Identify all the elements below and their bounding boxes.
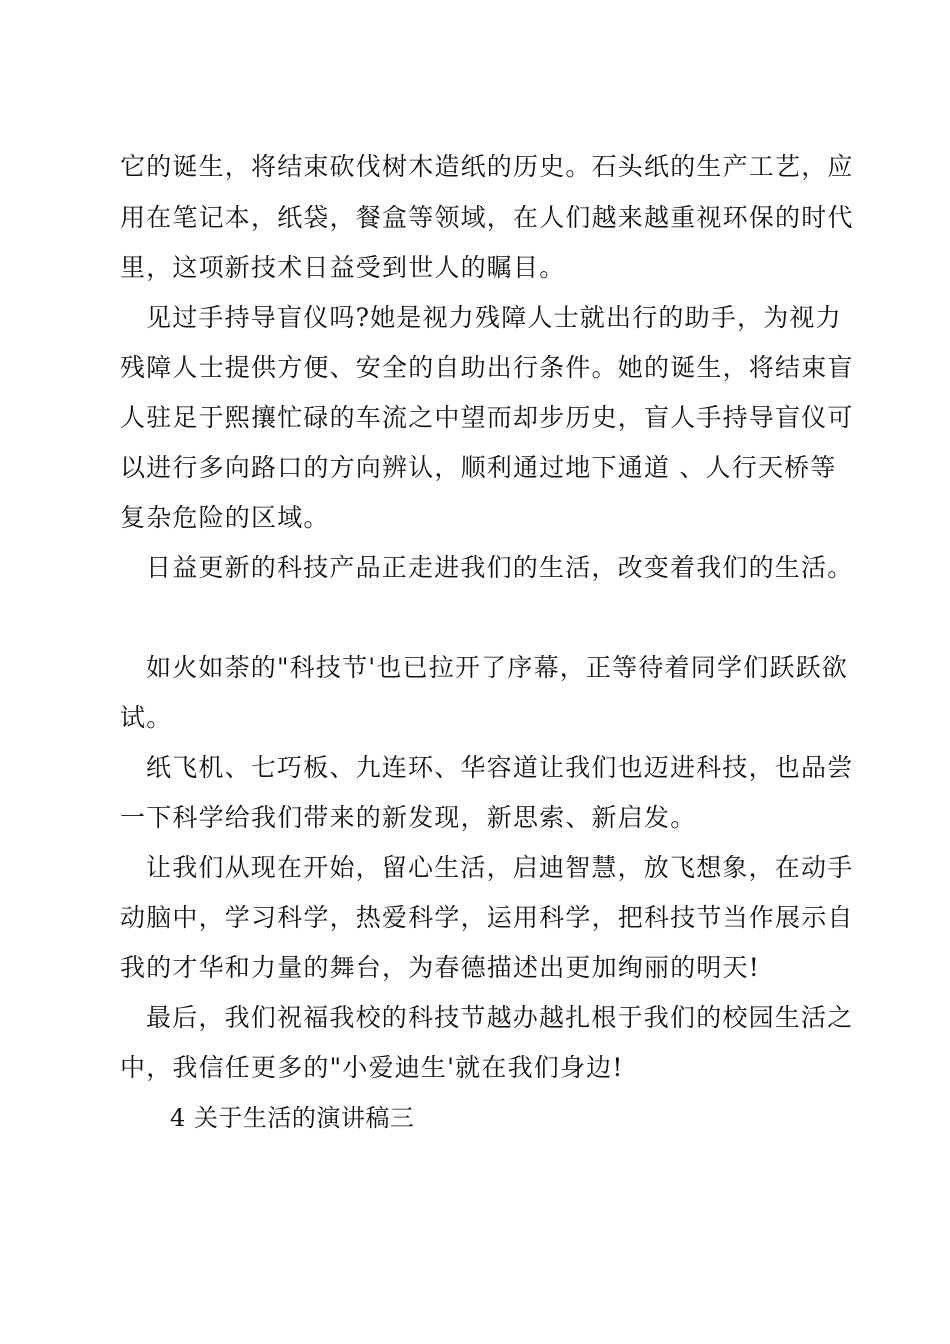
text-line-8: 复杂危险的区域。 [120, 503, 330, 532]
text-line-3: 里，这项新技术日益受到世人的瞩目。 [120, 253, 566, 282]
text-line-4: 见过手持导盲仪吗?她是视力残障人士就出行的助手，为视力 [146, 303, 842, 332]
text-line-17: 最后，我们祝福我校的科技节越办越扎根于我们的校园生活之 [146, 1003, 854, 1032]
text-line-11: 试。 [120, 703, 173, 732]
text-line-5: 残障人士提供方便、安全的自助出行条件。她的诞生，将结束盲 [120, 353, 854, 382]
text-line-14: 让我们从现在开始，留心生活，启迪智慧，放飞想象，在动手 [146, 853, 854, 882]
text-line-13: 一下科学给我们带来的新发现，新思索、新启发。 [120, 803, 697, 832]
text-line-9: 日益更新的科技产品正走进我们的生活，改变着我们的生活。 [146, 553, 854, 582]
section-heading: 4 关于生活的演讲稿三 [170, 1104, 415, 1132]
text-line-12: 纸飞机、七巧板、九连环、华容道让我们也迈进科技，也品尝 [146, 753, 854, 782]
text-line-15: 动脑中，学习科学，热爱科学，运用科学，把科技节当作展示自 [120, 903, 854, 932]
text-line-6: 人驻足于熙攘忙碌的车流之中望而却步历史，盲人手持导盲仪可 [120, 403, 854, 432]
text-line-2: 用在笔记本，纸袋，餐盒等领域，在人们越来越重视环保的时代 [120, 203, 854, 232]
text-line-16: 我的才华和力量的舞台，为春德描述出更加绚丽的明天! [120, 953, 761, 982]
text-line-10: 如火如荼的"科技节'也已拉开了序幕，正等待着同学们跃跃欲 [146, 653, 848, 682]
text-line-18: 中，我信任更多的"小爱迪生'就在我们身边! [120, 1053, 624, 1082]
text-line-1: 它的诞生，将结束砍伐树木造纸的历史。石头纸的生产工艺，应 [120, 152, 854, 181]
text-line-7: 以进行多向路口的方向辨认，顺利通过地下通道 、人行天桥等 [120, 453, 837, 482]
